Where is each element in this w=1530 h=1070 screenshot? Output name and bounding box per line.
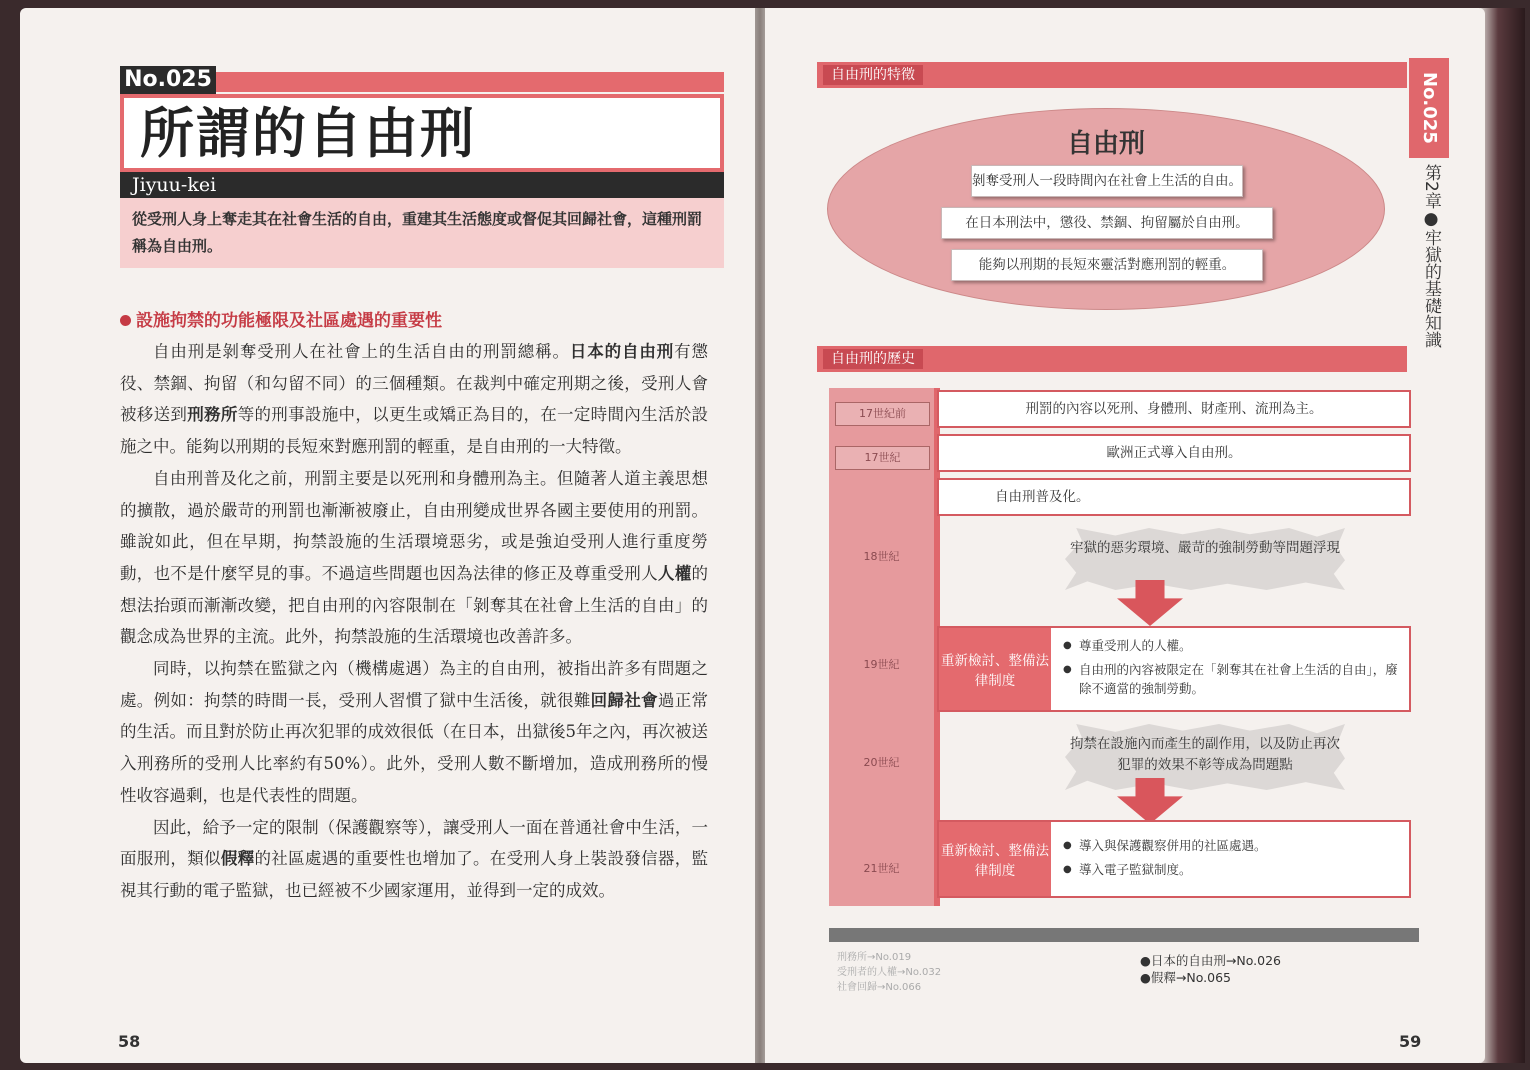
problem-text: 拘禁在設施內而產生的副作用，以及防止再次犯罪的效果不彰等成為問題點 xyxy=(1070,736,1340,773)
keyword: 人權 xyxy=(657,563,692,583)
related-links-right xyxy=(1140,952,1281,986)
left-page xyxy=(20,8,755,1063)
review-items xyxy=(1063,836,1403,884)
paragraph-1: 自由刑是剝奪受刑人在社會上的生活自由的刑罰總稱。日本的自由刑有懲役、禁錮、拘留（和勾留不同）的三個種類。在裁判中確定刑期之後，受刑人會被移送到刑務所等的刑事設施中，以更生或矯正為目的，在一定時間內生活於設施之中。能夠以刑期的長短來對應刑罰的輕重，是自由刑的一大特徵。 xyxy=(120,342,709,457)
review-box xyxy=(937,626,1411,712)
related-link[interactable]: 受刑者的人權→No.032 xyxy=(837,967,942,978)
era-label: 17世紀前 xyxy=(835,402,930,426)
page-title: 所謂的自由刑 xyxy=(140,101,476,165)
title-box xyxy=(120,94,724,172)
article-number: No.025 xyxy=(120,66,216,94)
section-heading-text: 設施拘禁的功能極限及社區處遇的重要性 xyxy=(136,311,442,331)
era-label: 20世紀 xyxy=(863,756,900,769)
era-column xyxy=(829,388,934,906)
review-item: ● 導入與保護觀察併用的社區處遇。 xyxy=(1063,836,1403,855)
era-label: 19世紀 xyxy=(863,658,900,671)
history-header xyxy=(817,346,1407,372)
keyword: 假釋 xyxy=(220,849,255,869)
paragraph-2: 自由刑普及化之前，刑罰主要是以死刑和身體刑為主。但隨著人道主義思想的擴散，過於嚴苛的刑罰也漸漸被廢止，自由刑變成世界各國主要使用的刑罰。雖說如此，但在早期，拘禁設施的生活環境惡劣，或是強迫受刑人進行重度勞動，也不是什麼罕見的事。不過這些問題也因為法律的修正及尊重受刑人人權的想法抬頭而漸漸改變，把自由刑的內容限制在「剝奪其在社會上生活的自由」的觀念成為世界的主流。此外，拘禁設施的生活環境也改善許多。 xyxy=(120,468,709,647)
event-box: 自由刑普及化。 xyxy=(937,478,1411,516)
features-ellipse xyxy=(827,108,1385,310)
era-label: 18世紀 xyxy=(863,550,900,563)
related-link[interactable]: 刑務所→No.019 xyxy=(837,952,912,963)
features-header xyxy=(817,62,1407,88)
event-box: 刑罰的內容以死刑、身體刑、財產刑、流刑為主。 xyxy=(937,390,1411,428)
summary-box xyxy=(120,198,724,268)
feature-item: 剝奪受刑人一段時間內在社會上生活的自由。 xyxy=(971,165,1243,197)
related-bar xyxy=(829,928,1419,942)
review-label: 重新檢討、整備法律制度 xyxy=(939,628,1051,710)
keyword: 刑務所 xyxy=(187,405,238,425)
summary-text: 從受刑人身上奪走其在社會生活的自由，重建其生活態度或督促其回歸社會，這種刑罰稱為自由刑。 xyxy=(132,210,703,255)
romanized-bar xyxy=(120,172,724,198)
ellipse-title: 自由刑 xyxy=(1066,129,1145,159)
event-box: 歐洲正式導入自由刑。 xyxy=(937,434,1411,472)
section-heading xyxy=(120,306,442,331)
side-tab: No.025 xyxy=(1409,58,1449,158)
chapter-label: 第2章●牢獄的基礎知識 xyxy=(1421,164,1441,348)
feature-item: 在日本刑法中，懲役、禁錮、拘留屬於自由刑。 xyxy=(941,207,1273,239)
header-band xyxy=(216,72,724,92)
paragraph-3: 同時，以拘禁在監獄之內（機構處遇）為主的自由刑，被指出許多有問題之處。例如：拘禁的時間一長，受刑人習慣了獄中生活後，就很難回歸社會過正常的生活。而且對於防止再次犯罪的成效很低（在日本，出獄後5年之內，再次被送入刑務所的受刑人比率約有50%）。此外，受刑人數不斷增加，造成刑務所的慢性收容過剩，也是代表性的問題。 xyxy=(120,659,709,805)
bullet-icon xyxy=(120,315,131,326)
related-links-left xyxy=(837,950,941,995)
history-heading: 自由刑的歷史 xyxy=(823,349,923,369)
feature-item: 能夠以刑期的長短來靈活對應刑罰的輕重。 xyxy=(951,249,1263,281)
right-page xyxy=(765,8,1485,1063)
keyword: 日本的自由刑 xyxy=(569,342,675,361)
body-text xyxy=(120,336,708,907)
era-label: 17世紀 xyxy=(835,446,930,470)
review-box xyxy=(937,820,1411,898)
review-label: 重新檢討、整備法律制度 xyxy=(939,822,1051,896)
page-number: 59 xyxy=(1399,1032,1422,1051)
related-link[interactable]: ●日本的自由刑→No.026 xyxy=(1140,953,1282,968)
keyword: 回歸社會 xyxy=(590,690,658,710)
page-number: 58 xyxy=(118,1032,141,1051)
related-link[interactable]: 社會回歸→No.066 xyxy=(837,982,922,993)
book-edge xyxy=(1480,8,1525,1063)
related-link[interactable]: ●假釋→No.065 xyxy=(1140,970,1232,985)
review-item: ● 尊重受刑人的人權。 xyxy=(1063,636,1403,655)
paragraph-4: 因此，給予一定的限制（保護觀察等），讓受刑人一面在普通社會中生活，一面服刑，類似假釋的社區處遇的重要性也增加了。在受刑人身上裝設發信器，監視其行動的電子監獄，也已經被不少國家運用，並得到一定的成效。 xyxy=(120,817,709,900)
review-item: ● 自由刑的內容被限定在「剝奪其在社會上生活的自由」，廢除不適當的強制勞動。 xyxy=(1063,660,1403,698)
problem-text: 牢獄的惡劣環境、嚴苛的強制勞動等問題浮現 xyxy=(1070,540,1340,556)
era-label: 21世紀 xyxy=(863,862,900,875)
romanized-title: Jiyuu-kei xyxy=(132,174,217,196)
features-heading: 自由刑的特徵 xyxy=(823,65,923,85)
review-items xyxy=(1063,636,1403,703)
review-item: ● 導入電子監獄制度。 xyxy=(1063,860,1403,879)
